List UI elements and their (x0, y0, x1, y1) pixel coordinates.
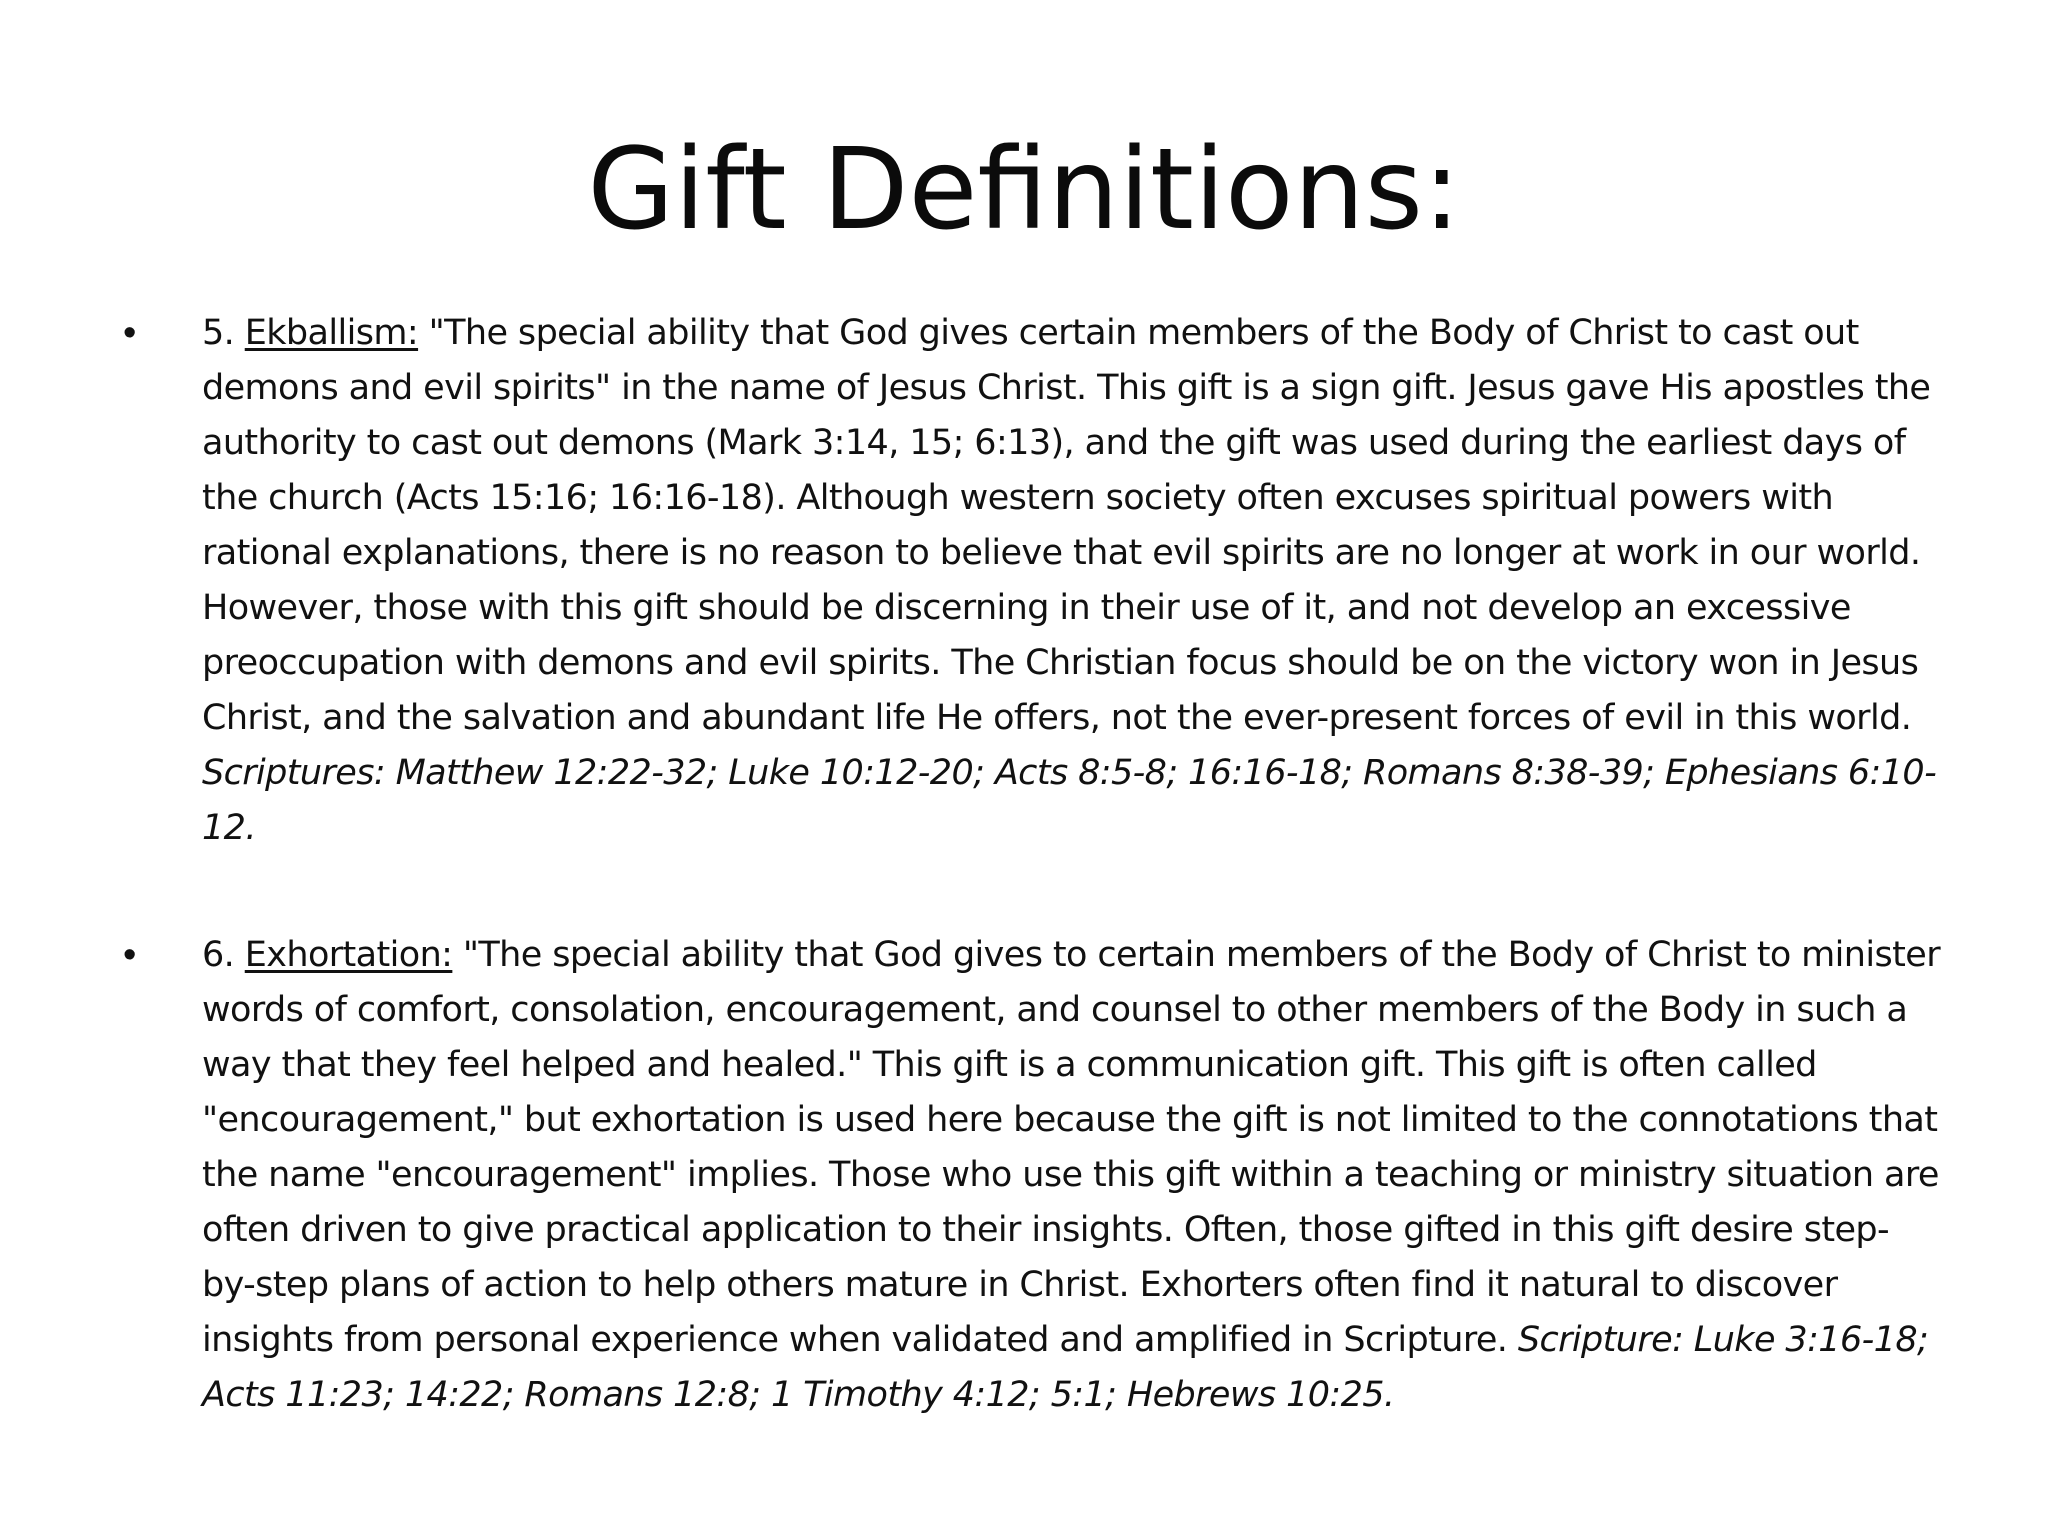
gift-definition-paragraph (202, 306, 1940, 856)
slide-title: Gift Definitions: (587, 125, 1461, 255)
item-number: 5. (202, 313, 235, 353)
scripture-references: Scripture: Luke 3:16-18; Acts 11:23; 14:22; Romans 12:8; 1 Timothy 4:12; 5:1; Hebrews 10:25. (202, 1320, 1929, 1415)
scripture-references: Scriptures: Matthew 12:22-32; Luke 10:12-20; Acts 8:5-8; 16:16-18; Romans 8:38-39; Ephesians 6:10-12. (202, 753, 1937, 848)
bullet-icon: • (123, 312, 137, 354)
gift-definition-paragraph (202, 928, 1940, 1423)
gift-term: Exhortation: (244, 935, 453, 975)
gift-term: Ekballism: (244, 313, 419, 353)
bullet-item-ekballism (0, 306, 2048, 856)
item-number: 6. (202, 935, 235, 975)
gift-description: "The special ability that God gives certain members of the Body of Christ to cast out demons and evil spirits" in the name of Jesus Christ. This gift is a sign gift. Jesus gave His apostles the authority to cast out demons (Mark 3:14, 15; 6:13), and the gift was used during the earliest days of the church (Acts 15:16; 16:16-18). Although western society often excuses spiritual powers with rational explanations, there is no reason to believe that evil spirits are no longer at work in our world. However, those with this gift should be discerning in their use of it, and not develop an excessive preoccupation with demons and evil spirits. The Christian focus should be on the victory won in Jesus Christ, and the salvation and abundant life He offers, not the ever-present forces of evil in this world. (202, 313, 1931, 738)
bullet-list (0, 306, 2048, 1423)
bullet-item-exhortation (0, 928, 2048, 1423)
bullet-icon: • (123, 934, 137, 976)
gift-description: "The special ability that God gives to certain members of the Body of Christ to minister words of comfort, consolation, encouragement, and counsel to other members of the Body in such a way that they feel helped and healed." This gift is a communication gift. This gift is often called "encouragement," but exhortation is used here because the gift is not limited to the connotations that the name "encouragement" implies. Those who use this gift within a teaching or ministry situation are often driven to give practical application to their insights. Often, those gifted in this gift desire step-by-step plans of action to help others mature in Christ. Exhorters often find it natural to discover insights from personal experience when validated and amplified in Scripture. (202, 935, 1940, 1360)
